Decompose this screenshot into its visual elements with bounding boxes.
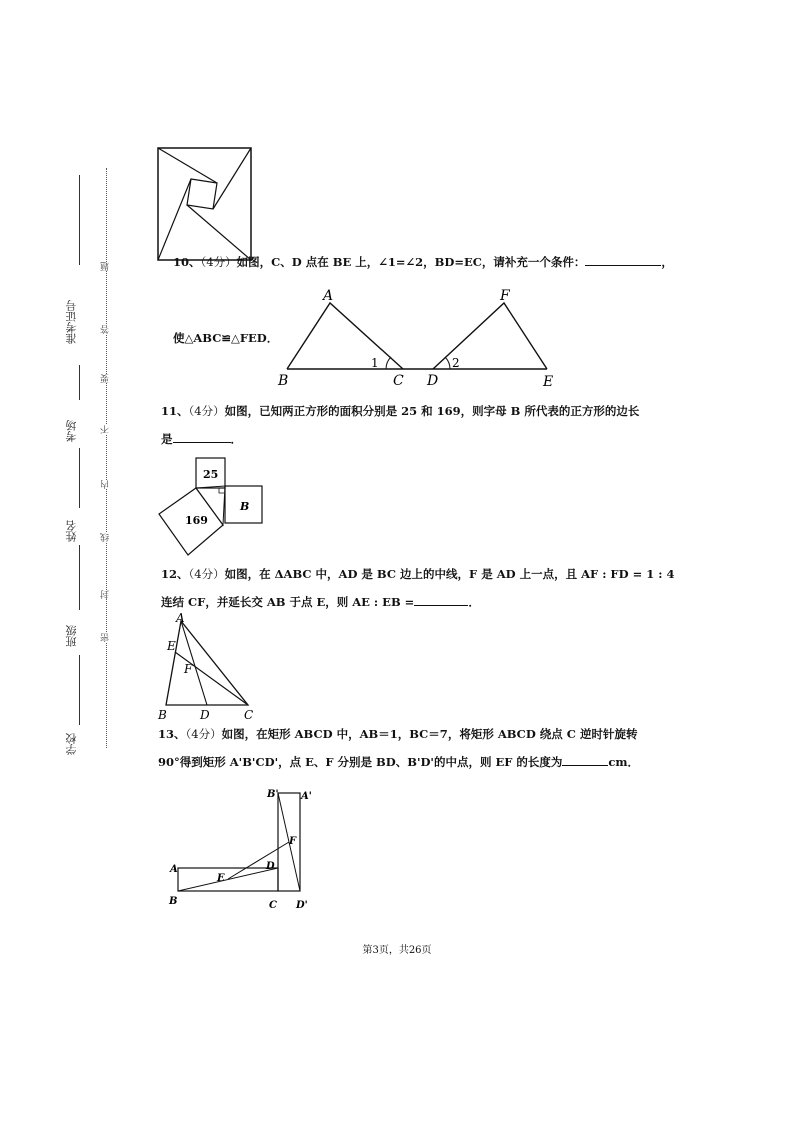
margin-line [79, 448, 80, 508]
label-exam-number: 准考证号 [65, 300, 78, 344]
answer-blank[interactable] [173, 430, 231, 443]
label-A: A [323, 288, 334, 304]
seal-word: 封 [101, 590, 111, 599]
label-169: 169 [185, 514, 208, 527]
seal-word: 线 [101, 533, 111, 542]
seal-word: 不 [101, 425, 111, 434]
label-school: 学校 [65, 733, 78, 755]
question-11-line2 [161, 430, 242, 447]
label-F: F [289, 836, 297, 847]
label-B: B [278, 373, 289, 389]
question-points: （4分） [188, 404, 225, 418]
label-B: B [169, 896, 178, 907]
punctuation: ， [661, 255, 673, 269]
page-footer: 第3页，共26页 [362, 945, 432, 956]
label-B: B [158, 708, 167, 722]
label-E: E [167, 639, 176, 653]
label-A: A [176, 612, 185, 625]
question-text: 如图，在 ΔABC 中，AD 是 BC 边上的中线，F 是 AD 上一点，且 AF : FD = 1 : 4 [224, 567, 675, 581]
label-exam-room: 考场 [65, 420, 78, 442]
label-C: C [393, 373, 404, 389]
label-A: A [170, 864, 178, 875]
label-C: C [269, 900, 277, 910]
question-12-line2 [161, 593, 480, 610]
margin-line [79, 175, 80, 265]
answer-blank[interactable] [585, 253, 661, 266]
question-text: 连结 CF，并延长交 AB 于点 E，则 AE : EB = [161, 595, 415, 609]
answer-blank[interactable] [562, 753, 608, 766]
margin-line [79, 545, 80, 610]
angle-1-label: 1 [371, 356, 379, 370]
label-D: D [200, 708, 210, 722]
label-E: E [217, 873, 225, 884]
q13-rectangles-figure [165, 785, 325, 910]
answer-blank[interactable] [414, 593, 468, 606]
margin-line [79, 365, 80, 400]
label-F: F [500, 288, 510, 304]
question-points: （4分） [185, 727, 222, 741]
label-D: D [266, 861, 275, 872]
question-10-line2: 使△ABC≌△FED． [173, 331, 279, 345]
label-F: F [184, 662, 193, 676]
seal-word: 答 [101, 325, 111, 334]
question-text: 如图，C、D 点在 BE 上，∠1=∠2，BD=EC，请补充一个条件： [236, 255, 586, 269]
question-12 [161, 566, 674, 582]
question-13-line2 [158, 753, 639, 770]
q11-squares-figure [155, 455, 270, 560]
margin-line [79, 655, 80, 725]
label-D: D [427, 373, 439, 389]
label-B-prime: B' [267, 789, 279, 800]
label-C: C [244, 708, 254, 722]
question-text: 是 [161, 432, 173, 446]
question-number: 10、 [173, 255, 201, 269]
seal-word: 内 [101, 480, 111, 489]
label-B: B [240, 500, 250, 513]
label-25: 25 [203, 468, 219, 481]
seal-word: 题 [101, 262, 111, 271]
seal-word: 要 [101, 374, 111, 383]
question-text: 90°得到矩形 A'B'CD'，点 E、F 分别是 BD、B'D'的中点，则 EF 的长度为 [158, 755, 563, 769]
question-number: 11、 [161, 404, 189, 418]
question-10 [173, 253, 673, 270]
question-points: （4分） [200, 255, 237, 269]
seal-dotted-line [106, 168, 107, 748]
q10-triangles-figure [275, 285, 565, 393]
pinwheel-square-figure [157, 147, 252, 262]
question-text: 如图，已知两正方形的面积分别是 25 和 169，则字母 B 所代表的正方形的边长 [224, 404, 640, 418]
question-number: 12、 [161, 567, 189, 581]
label-name: 姓名 [65, 520, 78, 542]
angle-2-label: 2 [452, 356, 460, 370]
question-text: cm． [608, 755, 640, 769]
punctuation: ． [468, 595, 480, 609]
question-13 [158, 726, 637, 742]
question-number: 13、 [158, 727, 186, 741]
question-11 [161, 403, 639, 419]
label-D-prime: D' [296, 900, 308, 910]
label-E: E [543, 374, 554, 390]
q12-triangle-figure [155, 612, 265, 722]
label-A-prime: A' [301, 791, 312, 802]
punctuation: ． [230, 432, 242, 446]
seal-word: 密 [101, 633, 111, 642]
question-text: 如图，在矩形 ABCD 中，AB＝1，BC＝7，将矩形 ABCD 绕点 C 逆时针旋转 [221, 727, 638, 741]
label-class: 班级 [65, 625, 78, 647]
question-points: （4分） [188, 567, 225, 581]
